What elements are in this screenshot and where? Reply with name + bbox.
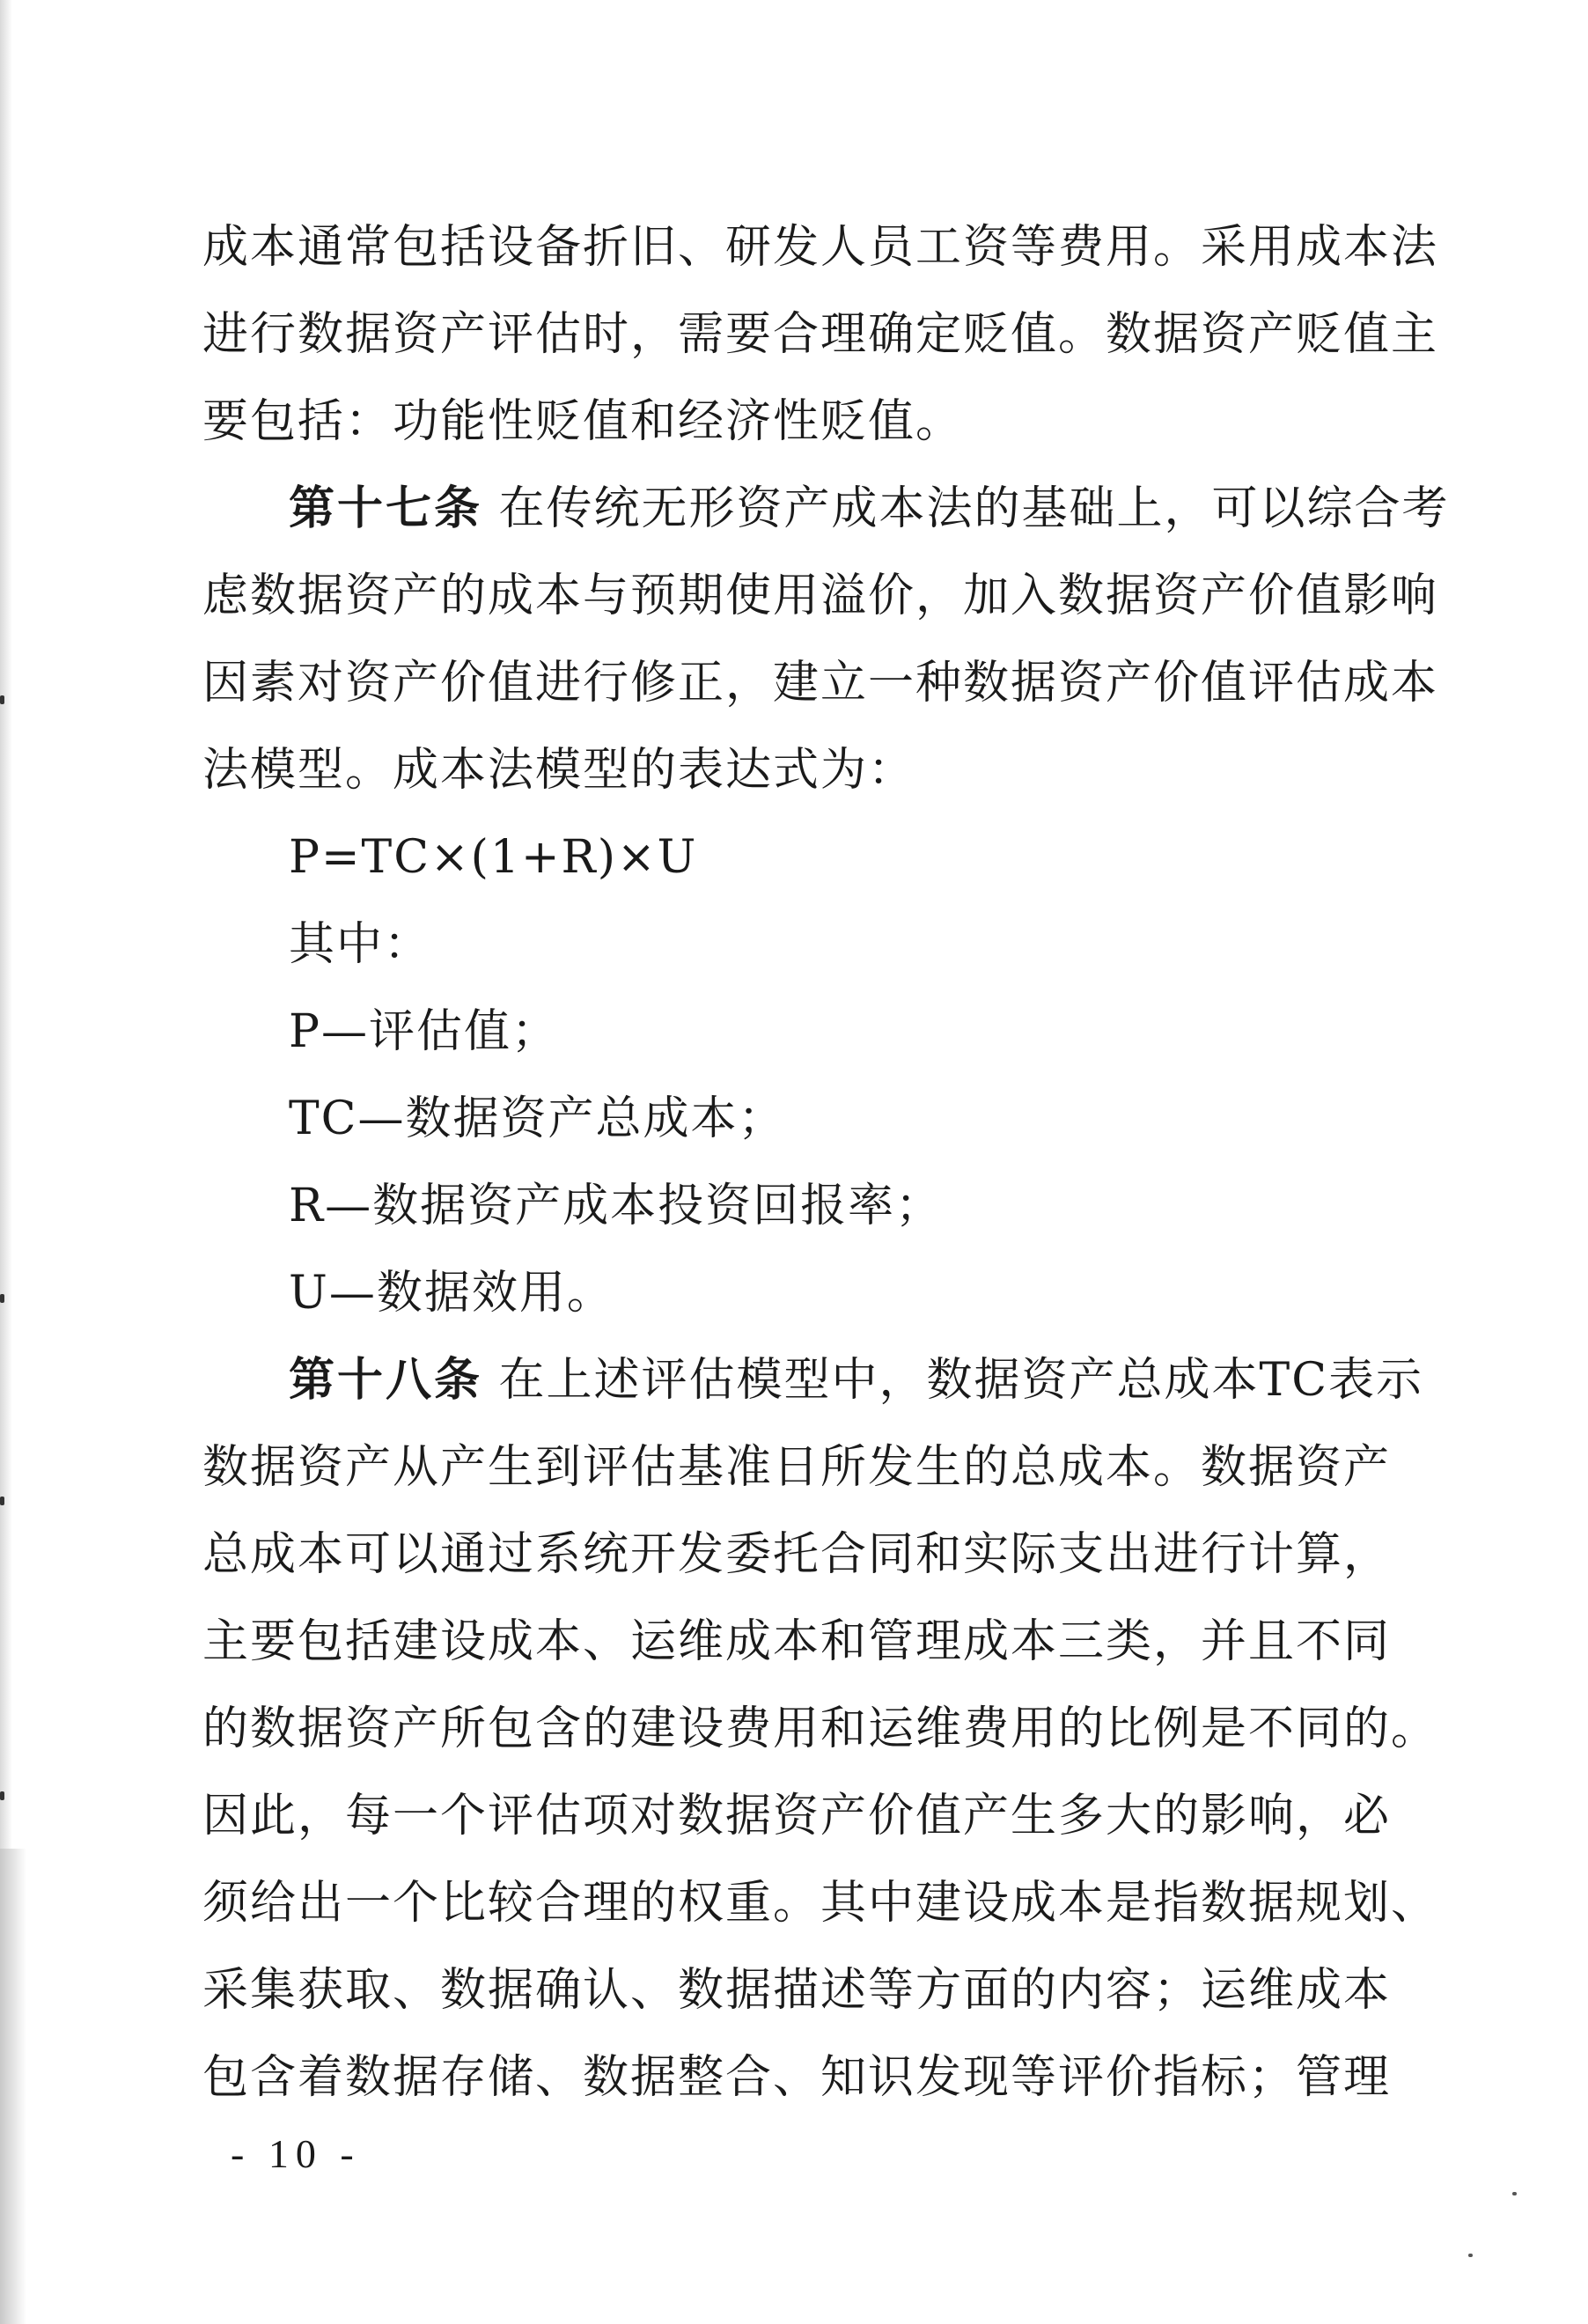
scan-edge-shadow-bottom xyxy=(0,1849,26,2324)
formula-variable-p: P—评估值； xyxy=(289,1005,559,1058)
body-line: 的数据资产所包含的建设费用和运维费用的比例是不同的。 xyxy=(202,1703,1439,1755)
binding-hole-mark xyxy=(0,1294,4,1303)
article-18-heading: 第十八条 xyxy=(289,1354,483,1407)
formula-variable-tc: TC—数据资产总成本； xyxy=(289,1092,786,1145)
body-line: 因此，每一个评估项对数据资产价值产生多大的影响，必 xyxy=(202,1790,1392,1842)
page-number: - 10 - xyxy=(231,2131,361,2176)
body-line: 法模型。成本法模型的表达式为： xyxy=(202,744,916,797)
scan-speck xyxy=(1512,2192,1517,2195)
body-line: 进行数据资产评估时，需要合理确定贬值。数据资产贬值主 xyxy=(202,308,1439,361)
body-line: 因素对资产价值进行修正，建立一种数据资产价值评估成本 xyxy=(202,657,1439,710)
body-line: 包含着数据存储、数据整合、知识发现等评价指标；管理 xyxy=(202,2051,1392,2104)
binding-hole-mark xyxy=(0,695,4,704)
body-line: 虑数据资产的成本与预期使用溢价，加入数据资产价值影响 xyxy=(202,570,1439,622)
article-17-heading: 第十七条 xyxy=(289,482,483,535)
body-line: 主要包括建设成本、运维成本和管理成本三类，并且不同 xyxy=(202,1615,1392,1668)
scan-speck xyxy=(1468,2254,1473,2257)
formula-variable-u: U—数据效用。 xyxy=(289,1267,614,1320)
formula: P=TC×(1+R)×U xyxy=(289,831,698,884)
body-line: 在传统无形资产成本法的基础上，可以综合考 xyxy=(498,482,1450,535)
body-line: 成本通常包括设备折旧、研发人员工资等费用。采用成本法 xyxy=(202,221,1439,274)
body-line: 在上述评估模型中，数据资产总成本TC表示 xyxy=(498,1354,1424,1407)
document-page xyxy=(202,204,1450,2122)
binding-hole-mark xyxy=(0,1497,4,1505)
formula-variable-r: R—数据资产成本投资回报率； xyxy=(289,1180,944,1232)
body-line: 数据资产从产生到评估基准日所发生的总成本。数据资产 xyxy=(202,1441,1392,1494)
body-line: 采集获取、数据确认、数据描述等方面的内容；运维成本 xyxy=(202,1964,1392,2017)
body-line: 要包括：功能性贬值和经济性贬值。 xyxy=(202,395,964,448)
article-18-paragraph-start xyxy=(202,1337,1424,1424)
formula-where-label: 其中： xyxy=(289,918,432,971)
article-17-paragraph-start xyxy=(202,466,1450,553)
body-line: 总成本可以通过系统开发委托合同和实际支出进行计算， xyxy=(202,1528,1392,1581)
binding-hole-mark xyxy=(0,1791,4,1800)
body-line: 须给出一个比较合理的权重。其中建设成本是指数据规划、 xyxy=(202,1877,1439,1930)
